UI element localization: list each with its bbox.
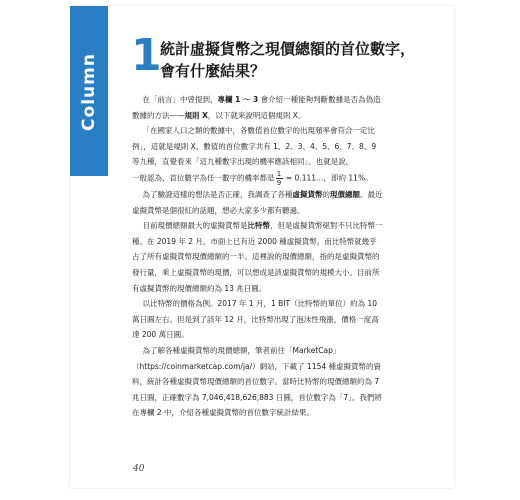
paragraph-3 <box>132 187 384 218</box>
paragraph-1 <box>132 92 384 123</box>
paragraph-5: 以比特幣的價格為例。2017 年 1 月，1 BIT（比特幣的單位）約為 10 萬日圓左右。但是到了該年 12 月，比特幣出現了泡沫性飛漲，價格一度高達 200 萬日圓。 <box>132 299 379 340</box>
bold-term: 虛擬貨幣 <box>292 189 323 199</box>
title-line-1: 統計虛擬貨幣之現價總額的首位數字， <box>160 40 416 58</box>
text-run: ，以下就來說明這個規則 X。 <box>207 110 306 120</box>
text-run: 在「前言」中曾提到， <box>142 95 218 104</box>
fraction <box>276 170 283 187</box>
bold-term: 規則 X <box>184 110 208 120</box>
text-run: 目前現價總額最大的虛擬貨幣是 <box>142 221 248 231</box>
text-run: 。最近虛擬貨幣是個很紅的話題，想必大家多少都有聽過。 <box>132 189 383 215</box>
column-title <box>160 38 430 82</box>
text-run: 的 <box>322 189 330 199</box>
title-line-2: 會有什麼結果？ <box>160 62 266 80</box>
paragraph-2: 「在國家人口之類的數據中，各數值首位數字的出現頻率會符合一定比例」，這就是規則 X。數值的首位數字共有 1、2、3、4、5、6、7、8、9 等九種，直覺看來「這九種數字出現的機率應該相同」。也就是說， <box>132 126 377 167</box>
fraction-numerator: 1 <box>276 169 282 178</box>
text-run: ，但是虛擬貨幣絕對不只比特幣一種。在 2019 年 2 月，市面上已有近 2000 種虛擬貨幣，而比特幣就幾乎占了所有虛擬貨幣現價總額的一半。這裡說的現價總額，指的是虛擬貨幣的發行量，乘上虛擬貨幣的現價，可以想成是該虛擬貨幣的規模大小。目前所有虛擬貨幣的現價總額約為 13 兆日圓。 <box>132 221 383 293</box>
column-number: 1 <box>131 30 162 81</box>
bold-term: 比特幣 <box>247 221 270 231</box>
bold-term: 現價總額 <box>330 189 360 199</box>
column-label-container <box>72 12 106 172</box>
paragraph-4 <box>132 218 384 296</box>
paragraph-6: 為了解各種虛擬貨幣的現價總額，筆者前往「MarketCap」（https://coinmarketcap.com/ja/）網站，下載了 1154 種虛擬貨幣的資料，統計各種虛擬貨幣現價總額的首位數字。當時比特幣的現價總額約為 7 兆日圓，正確數字為 7,046,418,626,883 日圓，首位數字為「7」。我們將在專欄 2 中，介紹各種虛擬貨幣的首位數字統計結果。 <box>132 345 382 418</box>
page-number: 40 <box>133 464 145 474</box>
text-run: = 0.111…，即約 11%。 <box>283 173 373 183</box>
body-text <box>132 92 384 421</box>
text-run: 會介紹一種能夠判斷數據是否為偽造數據的方法—— <box>132 95 381 120</box>
column-label: Column <box>79 53 99 131</box>
text-run: 為了驗證這樣的想法是否正確，我調查了各種 <box>142 189 293 199</box>
text-run: 一般認為，首位數字為任一數字的機率都是 <box>132 173 275 183</box>
bold-term: 專欄 1 〜 3 <box>217 95 259 104</box>
fraction-denominator: 9 <box>276 178 282 187</box>
paragraph-2-cont <box>132 170 384 187</box>
column-side-tab <box>70 6 108 176</box>
